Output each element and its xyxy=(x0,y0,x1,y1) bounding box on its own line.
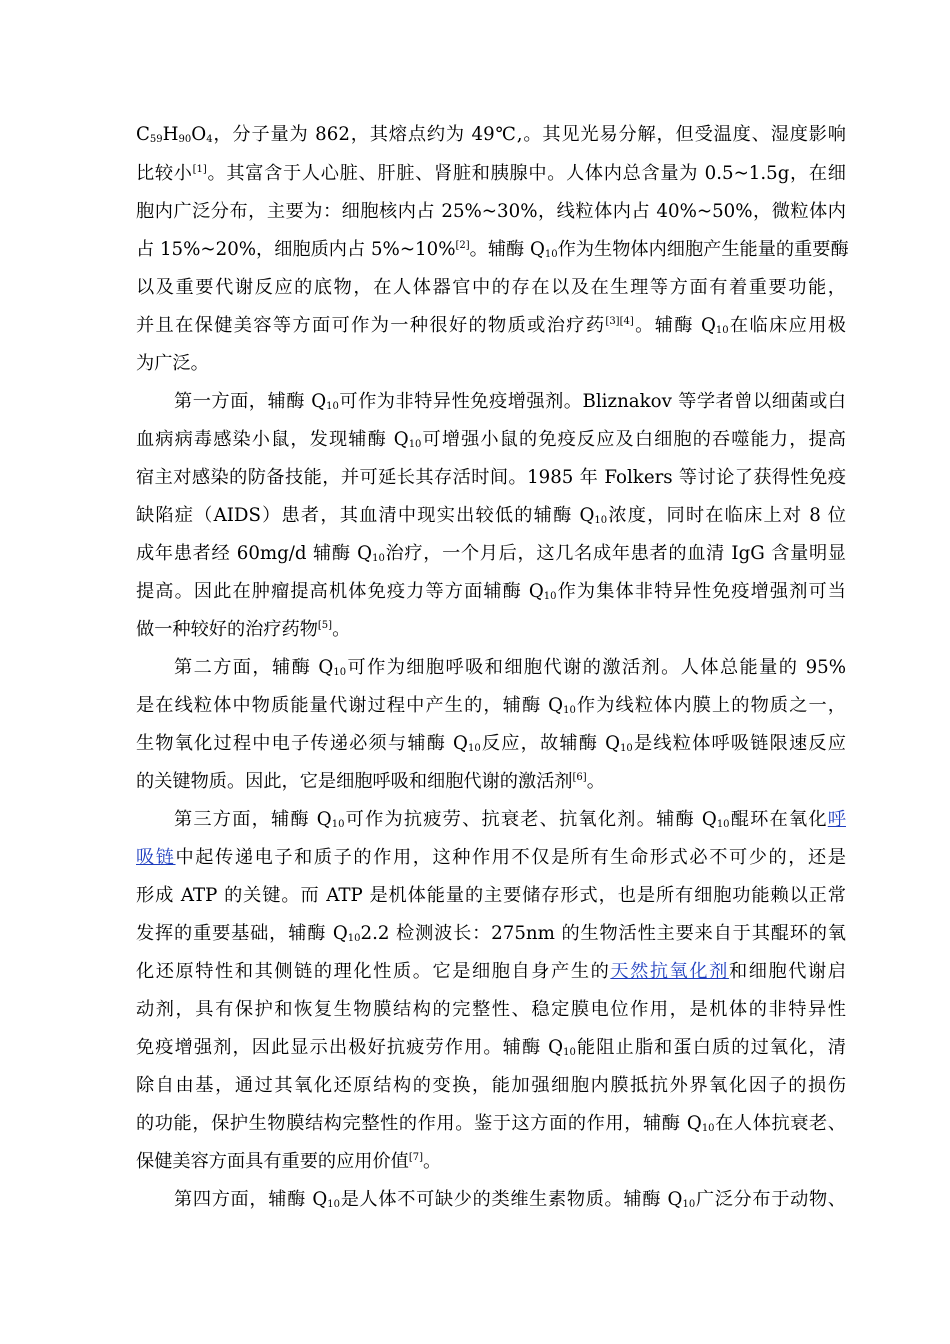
text-line: 比较小[1]。其富含于人心脏、肝脏、肾脏和胰腺中。人体内总含量为 0.5~1.5g，在细 xyxy=(136,163,846,184)
subscript: 10 xyxy=(563,1047,576,1058)
text-line: 血病病毒感染小鼠，发现辅酶 $Q_{10}$可增强小鼠的免疫反应及白细胞的吞噬能力，提高 xyxy=(136,429,846,450)
text-line: 以及重要代谢反应的底物，在人体器官中的存在以及在生理等方面有着重要功能， xyxy=(136,277,846,298)
subscript: 10 xyxy=(543,591,557,602)
subscript: 10 xyxy=(408,439,422,450)
text-line: 为广泛。 xyxy=(136,353,209,374)
citation-ref: [5] xyxy=(317,620,333,631)
text-line: 第四方面，辅酶 $Q_{10}$是人体不可缺少的类维生素物质。辅酶 $Q_{10}$广泛分布于动物、 xyxy=(174,1189,846,1210)
subscript: 10 xyxy=(331,819,345,830)
subscript: 10 xyxy=(716,819,730,830)
subscript: 10 xyxy=(327,1199,341,1210)
text-line: 第一方面，辅酶 $Q_{10}$可作为非特异性免疫增强剂。Bliznakov 等学者曾以细菌或白 xyxy=(174,391,846,412)
text-line: 吸链中起传递电子和质子的作用，这种作用不仅是所有生命形式必不可少的，还是 xyxy=(136,847,846,868)
text-line: 化还原特性和其侧链的理化性质。它是细胞自身产生的天然抗氧化剂和细胞代谢启 xyxy=(136,961,846,982)
subscript: 90 xyxy=(178,134,192,145)
text-line: 的功能，保护生物膜结构完整性的作用。鉴于这方面的作用，辅酶 $Q_{10}$在人体抗衰老、 xyxy=(136,1113,846,1134)
subscript: 10 xyxy=(682,1199,696,1210)
text-line: 的关键物质。因此，它是细胞呼吸和细胞代谢的激活剂[6]。 xyxy=(136,771,605,792)
text-line: 第三方面，辅酶 $Q_{10}$可作为抗疲劳、抗衰老、抗氧化剂。辅酶 $Q_{10}$醌环在氧化呼 xyxy=(174,809,846,830)
text-line: 占 15%~20%，细胞质内占 5%~10%[2]。辅酶 $Q_{10}$作为生物体内细胞产生能量的重要酶 xyxy=(136,239,849,260)
text-line: 形成 ATP 的关键。而 ATP 是机体能量的主要储存形式，也是所有细胞功能赖以正常 xyxy=(136,885,846,906)
subscript: 10 xyxy=(701,1123,715,1134)
text-line: 保健美容方面具有重要的应用价值[7]。 xyxy=(136,1151,442,1172)
citation-ref: [2] xyxy=(455,240,470,251)
text-line: 成年患者经 60mg/d 辅酶 $Q_{10}$治疗，一个月后，这几名成年患者的血清 IgG 含量明显 xyxy=(136,543,846,564)
subscript: 10 xyxy=(594,515,608,526)
text-line: 动剂，具有保护和恢复生物膜结构的完整性、稳定膜电位作用，是机体的非特异性 xyxy=(136,999,846,1020)
text-line: 提高。因此在肿瘤提高机体免疫力等方面辅酶 $Q_{10}$作为集体非特异性免疫增强剂可当 xyxy=(136,581,846,602)
text-line: 并且在保健美容等方面可作为一种很好的物质或治疗药[3][4]。辅酶 $Q_{10}$在临床应用极 xyxy=(136,315,846,336)
citation-ref: [1] xyxy=(192,164,207,175)
subscript: 10 xyxy=(544,249,558,260)
text-line: 发挥的重要基础，辅酶 $Q_{10}2.2$ 检测波长：275nm 的生物活性主要来自于其醌环的氧 xyxy=(136,923,846,944)
citation-ref: [7] xyxy=(408,1152,423,1163)
text-line: $C_{59}H_{90}O_4$，分子量为 862，其熔点约为 49℃,。其见光易分解，但受温度、湿度影响 xyxy=(136,124,846,145)
link-natural-antioxidant[interactable]: 天然抗氧化剂 xyxy=(610,961,729,982)
citation-ref: [6] xyxy=(572,772,587,783)
subscript: 10 xyxy=(563,705,576,716)
text-line: 做一种较好的治疗药物[5]。 xyxy=(136,619,351,640)
subscript: 10 xyxy=(372,553,385,564)
text-line: 胞内广泛分布，主要为：细胞核内占 25%~30%，线粒体内占 40%~50%，微粒体内 xyxy=(136,201,846,222)
text-line: 缺陷症（AIDS）患者，其血清中现实出较低的辅酶 $Q_{10}$浓度，同时在临床上对 8 位 xyxy=(136,505,846,526)
text-line: 免疫增强剂，因此显示出极好抗疲劳作用。辅酶 $Q_{10}$能阻止脂和蛋白质的过氧化，清 xyxy=(136,1037,846,1058)
subscript: 10 xyxy=(715,325,729,336)
text-line: 除自由基，通过其氧化还原结构的变换，能加强细胞内膜抵抗外界氧化因子的损伤 xyxy=(136,1075,846,1096)
text-line: 生物氧化过程中电子传递必须与辅酶 $Q_{10}$反应，故辅酶 $Q_{10}$是线粒体呼吸链限速反应 xyxy=(136,733,846,754)
subscript: 10 xyxy=(620,743,633,754)
subscript: 10 xyxy=(467,743,481,754)
citation-ref: [3][4] xyxy=(605,316,634,327)
subscript: 10 xyxy=(333,667,347,678)
text-line: 宿主对感染的防备技能，并可延长其存活时间。1985 年 Folkers 等讨论了获得性免疫 xyxy=(136,467,846,488)
text-line: 是在线粒体中物质能量代谢过程中产生的，辅酶 $Q_{10}$作为线粒体内膜上的物质之一， xyxy=(136,695,846,716)
link-respiratory-chain[interactable]: 吸链 xyxy=(136,847,176,868)
subscript: 10 xyxy=(347,933,361,944)
subscript: 59 xyxy=(149,134,163,145)
subscript: 4 xyxy=(206,134,213,145)
link-respiratory-chain[interactable]: 呼 xyxy=(827,809,846,830)
text-line: 第二方面，辅酶 $Q_{10}$可作为细胞呼吸和细胞代谢的激活剂。人体总能量的 95% xyxy=(174,657,846,678)
subscript: 10 xyxy=(326,401,339,412)
